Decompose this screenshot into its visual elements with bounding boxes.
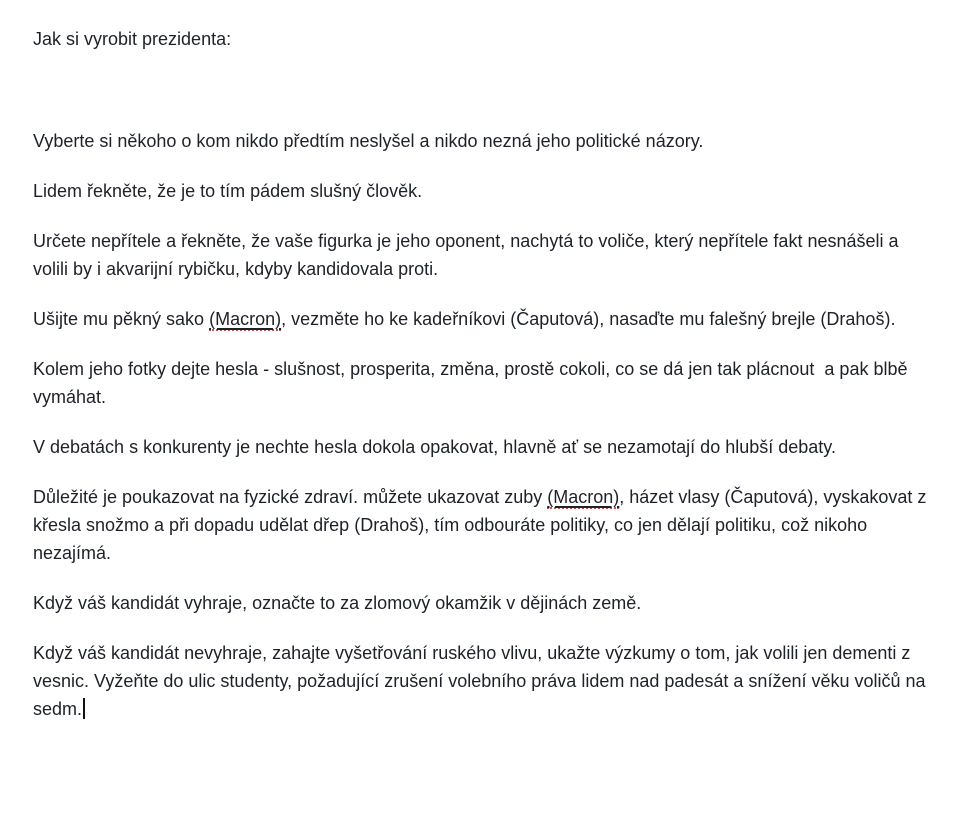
text-run: , házet vlasy (Čaputová), vyskakovat z křesla snožmo a při dopadu udělat dřep (Drahoš), tím odbouráte politiky, co jen dělají politiku, což nikoho nezajímá. — [33, 487, 932, 563]
text-run: Lidem řekněte, že je to tím pádem slušný člověk. — [33, 181, 423, 201]
paragraph — [33, 589, 927, 617]
text-run: V debatách s konkurenty je nechte hesla dokola opakovat, hlavně ať se nezamotají do hlubší debaty. — [33, 437, 836, 457]
misspelled-underlined-word: (Macron) — [209, 309, 282, 329]
paragraph — [33, 355, 927, 411]
paragraph — [33, 639, 931, 723]
paragraph — [33, 227, 927, 283]
paragraph — [33, 177, 927, 205]
text-run: Kolem jeho fotky dejte hesla - slušnost, prosperita, změna, prostě cokoli, co se dá jen tak plácnout a pak blbě vymáhat. — [33, 359, 913, 407]
text-run: Když váš kandidát vyhraje, označte to za zlomový okamžik v dějinách země. — [33, 593, 642, 613]
text-run: Určete nepřítele a řekněte, že vaše figurka je jeho oponent, nachytá to voliče, který nepřítele fakt nesnášeli a volili by i akvarijní rybičku, kdyby kandidovala proti. — [33, 231, 904, 279]
text-run: Vyberte si někoho o kom nikdo předtím neslyšel a nikdo nezná jeho politické názory. — [33, 131, 704, 151]
text-cursor — [83, 698, 85, 719]
text-run: Jak si vyrobit prezidenta: — [33, 29, 232, 49]
paragraph — [33, 433, 927, 461]
paragraph — [33, 127, 927, 155]
paragraph — [33, 25, 927, 53]
empty-paragraph — [33, 75, 927, 105]
text-run: Důležité je poukazovat na fyzické zdraví. můžete ukazovat zuby — [33, 487, 548, 507]
paragraph — [33, 305, 927, 333]
paragraph — [33, 483, 932, 567]
text-run: , vezměte ho ke kadeřníkovi (Čaputová), nasaďte mu falešný brejle (Drahoš). — [281, 309, 896, 329]
text-run: Ušijte mu pěkný sako — [33, 309, 210, 329]
text-run: Když váš kandidát nevyhraje, zahajte vyšetřování ruského vlivu, ukažte výzkumy o tom, jak volili jen dementi z vesnic. Vyžeňte do ulic studenty, požadující zrušení volebního práva lidem nad padesát a snížení věku voličů na sedm. — [33, 643, 931, 719]
misspelled-underlined-word: (Macron) — [547, 487, 620, 507]
